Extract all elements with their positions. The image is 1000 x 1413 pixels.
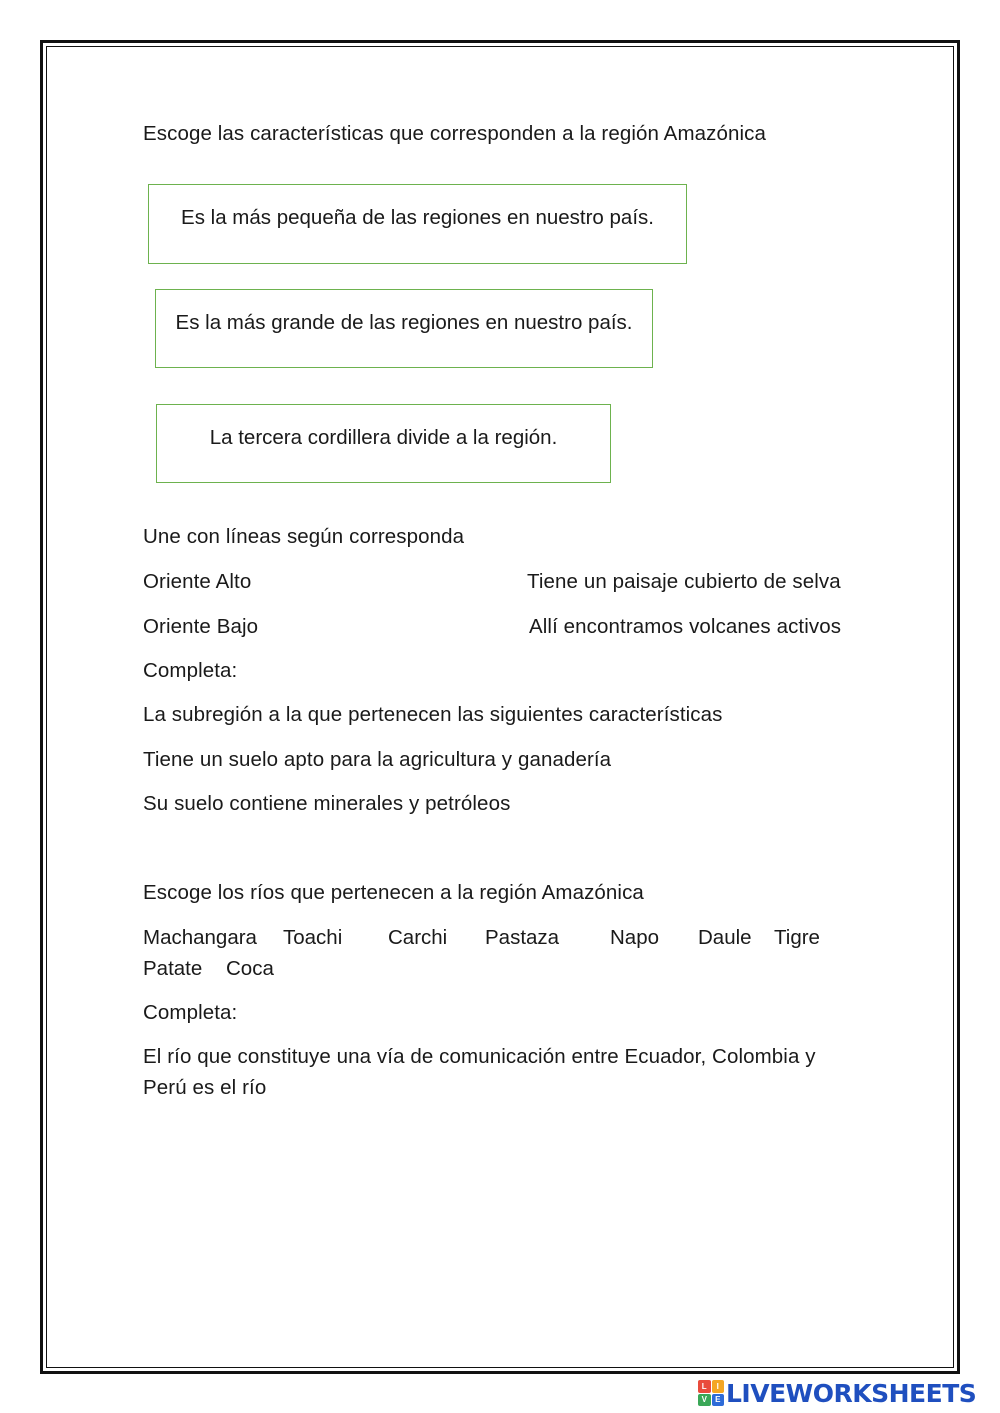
- river-option[interactable]: Napo: [610, 926, 660, 949]
- option-label: La tercera cordillera divide a la región.: [209, 425, 558, 449]
- river-option[interactable]: Coca: [226, 957, 274, 980]
- match-right-selva[interactable]: Tiene un paisaje cubierto de selva: [527, 570, 841, 593]
- river-option[interactable]: Tigre: [774, 926, 820, 949]
- option-label: Es la más grande de las regiones en nuestro país.: [175, 310, 633, 334]
- match-left-oriente-alto[interactable]: Oriente Alto: [143, 570, 252, 593]
- section5-line2: Perú es el río: [143, 1076, 267, 1099]
- section3-line: La subregión a la que pertenecen las siguientes características: [143, 703, 723, 726]
- section5-line1: El río que constituye una vía de comunicación entre Ecuador, Colombia y: [143, 1045, 816, 1068]
- match-left-oriente-bajo[interactable]: Oriente Bajo: [143, 615, 259, 638]
- river-option[interactable]: Machangara: [143, 926, 257, 949]
- river-option[interactable]: Patate: [143, 957, 203, 980]
- option-label: Es la más pequeña de las regiones en nuestro país.: [181, 206, 654, 229]
- match-right-volcanes[interactable]: Allí encontramos volcanes activos: [529, 615, 842, 638]
- section1-instruction: Escoge las características que corresponden a la región Amazónica: [143, 122, 766, 145]
- option-third-cordillera[interactable]: [156, 404, 611, 483]
- river-option[interactable]: Toachi: [283, 926, 343, 949]
- option-largest-region[interactable]: [155, 289, 653, 368]
- section3-title: Completa:: [143, 659, 238, 682]
- logo-text: LIVEWORKSHEETS: [726, 1378, 977, 1408]
- section2-instruction: Une con líneas según corresponda: [143, 525, 465, 548]
- river-option[interactable]: Daule: [698, 926, 752, 949]
- river-option[interactable]: Carchi: [388, 926, 448, 949]
- option-smallest-region[interactable]: [148, 184, 687, 264]
- logo-mark-icon: L I V E: [698, 1380, 724, 1406]
- river-option[interactable]: Pastaza: [485, 926, 560, 949]
- section3-line: Tiene un suelo apto para la agricultura y ganadería: [143, 748, 612, 771]
- section3-line: Su suelo contiene minerales y petróleos: [143, 792, 511, 815]
- section5-title: Completa:: [143, 1001, 238, 1024]
- liveworksheets-logo: [698, 1378, 976, 1408]
- section4-instruction: Escoge los ríos que pertenecen a la región Amazónica: [143, 881, 644, 904]
